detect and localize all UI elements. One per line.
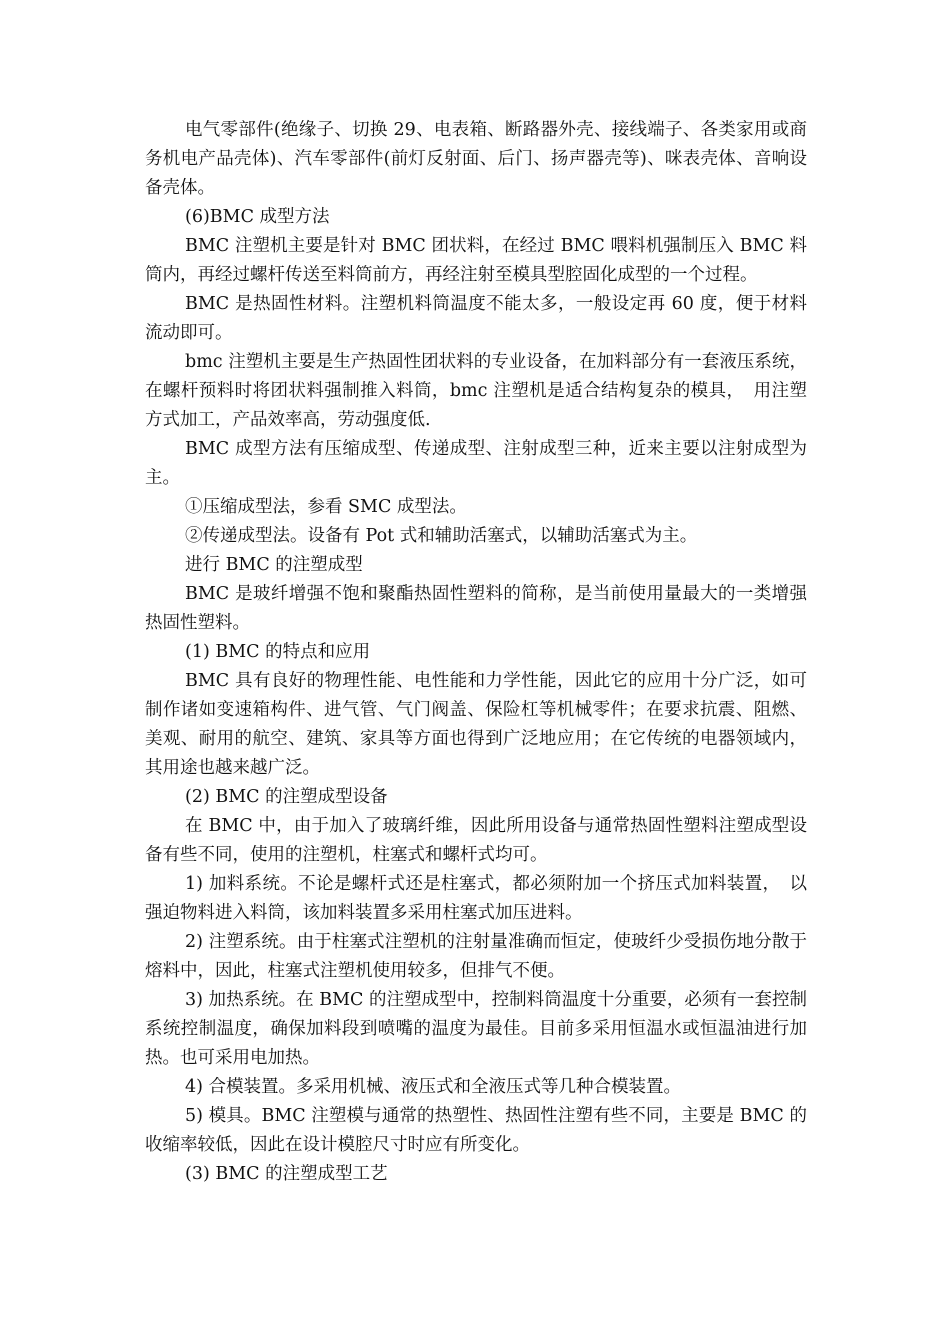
paragraph-bmc-machine-hydraulics: bmc 注塑机主要是生产热固性团状料的专业设备，在加料部分有一套液压系统，在螺杆预料时将团状料强制推入料筒，bmc 注塑机是适合结构复杂的模具， 用注塑方式加工，产品效率高，劳动强度低.	[145, 352, 807, 430]
paragraph-bmc-thermoset: BMC 是热固性材料。注塑机料筒温度不能太多，一般设定再 60 度，便于材料流动即可。	[145, 294, 807, 343]
paragraph-compression-molding: ①压缩成型法，参看 SMC 成型法。	[185, 497, 467, 517]
paragraph-equipment-intro: 在 BMC 中，由于加入了玻璃纤维，因此所用设备与通常热固性塑料注塑成型设备有些不同，使用的注塑机，柱塞式和螺杆式均可。	[145, 816, 807, 865]
paragraph-clamping-unit: 4) 合模装置。多采用机械、液压式和全液压式等几种合模装置。	[185, 1077, 682, 1097]
paragraph-molding-method-types: BMC 成型方法有压缩成型、传递成型、注射成型三种，近来主要以注射成型为主。	[145, 439, 807, 488]
paragraph-bmc-applications: BMC 具有良好的物理性能、电性能和力学性能，因此它的应用十分广泛，如可制作诸如变速箱构件、进气管、气门阀盖、保险杠等机械零件；在要求抗震、阻燃、美观、耐用的航空、建筑、家具等方面也得到广泛地应用；在它传统的电器领域内，其用途也越来越广泛。	[145, 671, 807, 778]
paragraph-heating-system: 3) 加热系统。在 BMC 的注塑成型中，控制料筒温度十分重要，必须有一套控制系统控制温度，确保加料段到喷嘴的温度为最佳。目前多采用恒温水或恒温油进行加热。也可采用电加热。	[145, 990, 807, 1068]
paragraph-electrical-parts: 电气零部件(绝缘子、切换 29、电表箱、断路器外壳、接线端子、各类家用或商务机电产品壳体)、汽车零部件(前灯反射面、后门、扬声器壳等)、咪表壳体、音响设备壳体。	[145, 120, 807, 198]
paragraph-mold: 5) 模具。BMC 注塑模与通常的热塑性、热固性注塑有些不同，主要是 BMC 的收缩率较低，因此在设计模腔尺寸时应有所变化。	[145, 1106, 807, 1155]
heading-bmc-equipment: (2) BMC 的注塑成型设备	[185, 787, 388, 807]
heading-bmc-molding-methods: (6)BMC 成型方法	[185, 207, 330, 227]
paragraph-injection-system: 2) 注塑系统。由于柱塞式注塑机的注射量准确而恒定，使玻纤少受损伤地分散于熔料中，因此，柱塞式注塑机使用较多，但排气不便。	[145, 932, 807, 981]
paragraph-bmc-definition: BMC 是玻纤增强不饱和聚酯热固性塑料的简称，是当前使用量最大的一类增强热固性塑料。	[145, 584, 807, 633]
paragraph-bmc-injection-machine: BMC 注塑机主要是针对 BMC 团状料，在经过 BMC 喂料机强制压入 BMC 料筒内，再经过螺杆传送至料筒前方，再经注射至模具型腔固化成型的一个过程。	[145, 236, 807, 285]
document-page	[145, 116, 807, 1189]
heading-bmc-features: (1) BMC 的特点和应用	[185, 642, 371, 662]
paragraph-transfer-molding: ②传递成型法。设备有 Pot 式和辅助活塞式，以辅助活塞式为主。	[185, 526, 698, 546]
paragraph-feeding-system: 1) 加料系统。不论是螺杆式还是柱塞式，都必须附加一个挤压式加料装置， 以强迫物料进入料筒，该加料装置多采用柱塞式加压进料。	[145, 874, 807, 923]
heading-bmc-process: (3) BMC 的注塑成型工艺	[185, 1164, 388, 1184]
heading-bmc-injection: 进行 BMC 的注塑成型	[185, 555, 363, 575]
